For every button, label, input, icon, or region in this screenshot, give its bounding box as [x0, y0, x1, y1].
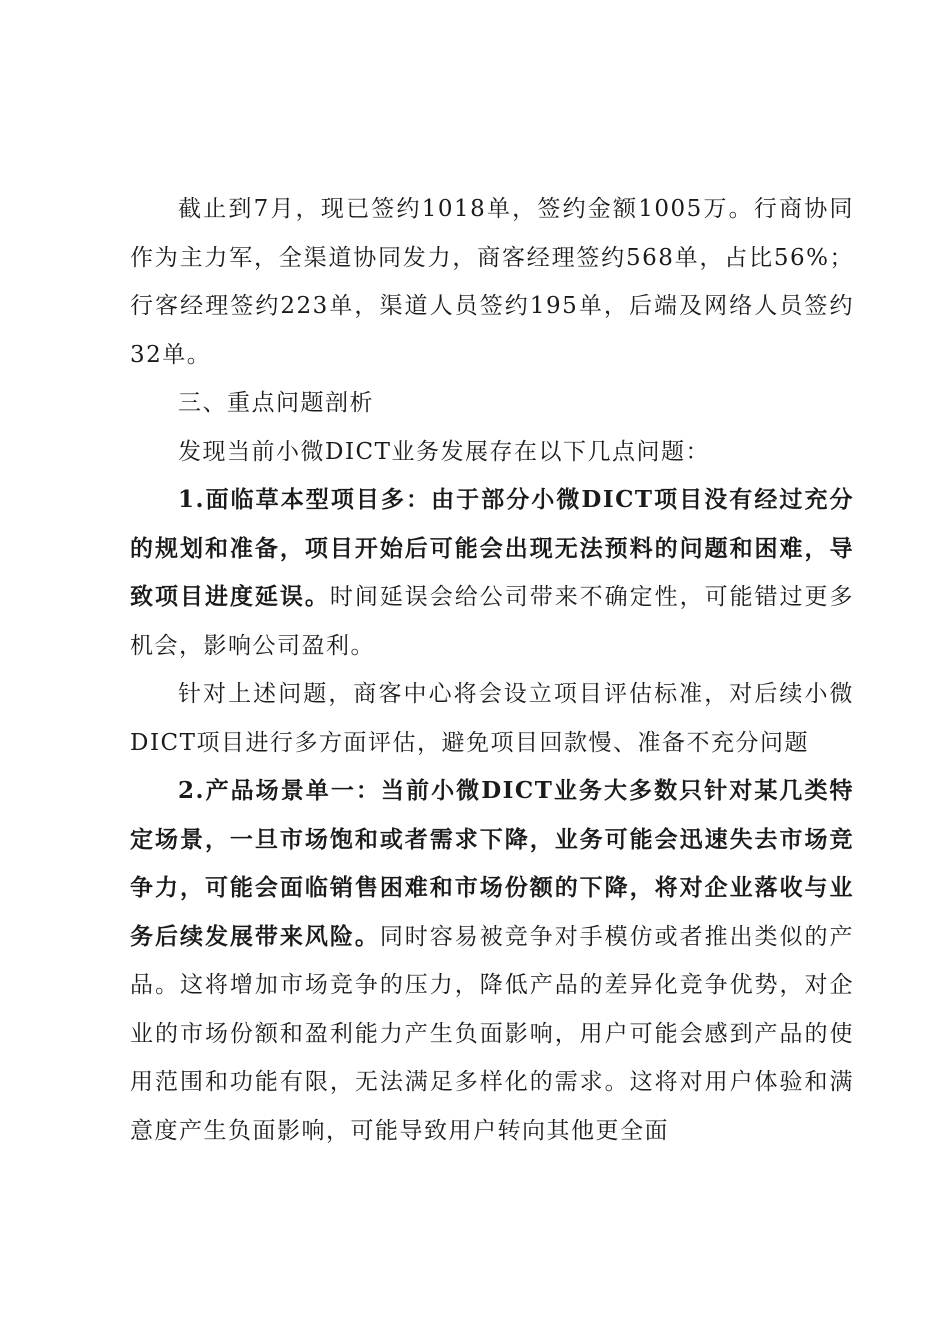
problem-1-title: 1.面临草本型项目多：由于部分小微DICT项目没有经过充分的规划和准备，项目开始后可能会出现无法预料的问题和困难，导致项目进度延误。: [130, 486, 854, 610]
problem-2-title: 2.产品场景单一：当前小微DICT业务大多数只针对某几类特定场景，一旦市场饱和或者需求下降，业务可能会迅速失去市场竞争力，可能会面临销售困难和市场份额的下降，将对企业落收与业务后续发展带来风险。: [130, 777, 854, 950]
paragraph-problem-1-response: 针对上述问题，商客中心将会设立项目评估标准，对后续小微DICT项目进行多方面评估，避免项目回款慢、准备不充分问题: [130, 681, 854, 756]
section-heading: 三、重点问题剖析: [178, 390, 374, 416]
document-body: [130, 185, 854, 1155]
problem-1-detail: 时间延误会给公司带来不确定性，可能错过更多机会，影响公司盈利。: [130, 584, 855, 659]
problem-2-detail: 同时容易被竞争对手模仿或者推出类似的产品。这将增加市场竞争的压力，降低产品的差异化竞争优势，对企业的市场份额和盈利能力产生负面影响，用户可能会感到产品的使用范围和功能有限，无法满足多样化的需求。这将对用户体验和满意度产生负面影响，可能导致用户转向其他更全面: [130, 923, 855, 1144]
paragraph-problem-intro: 发现当前小微DICT业务发展存在以下几点问题：: [178, 438, 710, 465]
paragraph-signing-summary: 截止到7月，现已签约1018单，签约金额1005万。行商协同作为主力军，全渠道协同发力，商客经理签约568单，占比56%；行客经理签约223单，渠道人员签约195单，后端及网络人员签约32单。: [130, 196, 854, 368]
paragraph-problem-1: [130, 476, 854, 670]
paragraph-problem-2: [130, 767, 854, 1155]
